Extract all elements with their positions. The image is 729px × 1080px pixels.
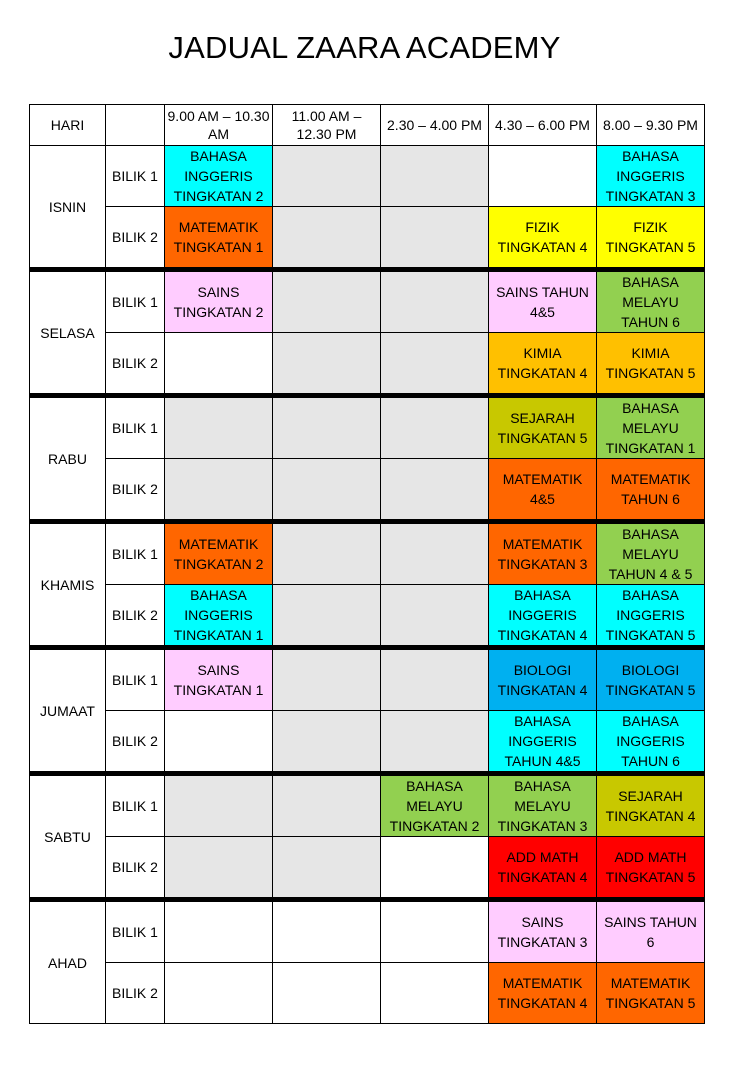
class-cell: BAHASA MELAYU TAHUN 4 & 5 bbox=[597, 522, 705, 585]
class-cell: BAHASA INGGERIS TINGKATAN 2 bbox=[165, 146, 273, 207]
class-cell: BAHASA MELAYU TINGKATAN 3 bbox=[489, 774, 597, 837]
empty-cell bbox=[273, 585, 381, 648]
timetable-row bbox=[30, 333, 705, 396]
empty-cell bbox=[273, 711, 381, 774]
room-label: BILIK 2 bbox=[106, 459, 165, 522]
class-cell: SAINS TAHUN 4&5 bbox=[489, 270, 597, 333]
empty-cell bbox=[165, 963, 273, 1024]
empty-cell bbox=[381, 459, 489, 522]
day-label: KHAMIS bbox=[30, 522, 106, 648]
empty-cell bbox=[381, 585, 489, 648]
empty-cell bbox=[381, 648, 489, 711]
empty-cell bbox=[273, 270, 381, 333]
class-cell: SEJARAH TINGKATAN 5 bbox=[489, 396, 597, 459]
timetable-row bbox=[30, 837, 705, 900]
room-label: BILIK 1 bbox=[106, 648, 165, 711]
header-slot-2: 11.00 AM – 12.30 PM bbox=[273, 105, 381, 146]
empty-cell bbox=[381, 270, 489, 333]
class-cell: SEJARAH TINGKATAN 4 bbox=[597, 774, 705, 837]
empty-cell bbox=[273, 774, 381, 837]
empty-cell bbox=[381, 963, 489, 1024]
empty-cell bbox=[273, 333, 381, 396]
class-cell: MATEMATIK TAHUN 6 bbox=[597, 459, 705, 522]
room-label: BILIK 2 bbox=[106, 963, 165, 1024]
timetable-row bbox=[30, 522, 705, 585]
class-cell: BAHASA MELAYU TINGKATAN 2 bbox=[381, 774, 489, 837]
empty-cell bbox=[273, 459, 381, 522]
class-cell: MATEMATIK TINGKATAN 2 bbox=[165, 522, 273, 585]
timetable-row bbox=[30, 270, 705, 333]
timetable-body bbox=[30, 146, 705, 1024]
class-cell: BAHASA INGGERIS TINGKATAN 5 bbox=[597, 585, 705, 648]
empty-cell bbox=[273, 396, 381, 459]
empty-cell bbox=[381, 146, 489, 207]
timetable-row bbox=[30, 711, 705, 774]
timetable bbox=[29, 104, 705, 1024]
day-label: AHAD bbox=[30, 900, 106, 1024]
class-cell: FIZIK TINGKATAN 4 bbox=[489, 207, 597, 270]
class-cell: SAINS TINGKATAN 3 bbox=[489, 900, 597, 963]
header-room bbox=[106, 105, 165, 146]
timetable-row bbox=[30, 146, 705, 207]
room-label: BILIK 2 bbox=[106, 207, 165, 270]
room-label: BILIK 1 bbox=[106, 522, 165, 585]
class-cell: BAHASA INGGERIS TINGKATAN 3 bbox=[597, 146, 705, 207]
room-label: BILIK 1 bbox=[106, 774, 165, 837]
class-cell: SAINS TINGKATAN 2 bbox=[165, 270, 273, 333]
empty-cell bbox=[165, 459, 273, 522]
room-label: BILIK 2 bbox=[106, 333, 165, 396]
empty-cell bbox=[381, 207, 489, 270]
empty-cell bbox=[381, 333, 489, 396]
class-cell: BAHASA INGGERIS TINGKATAN 4 bbox=[489, 585, 597, 648]
class-cell: ADD MATH TINGKATAN 4 bbox=[489, 837, 597, 900]
timetable-row bbox=[30, 459, 705, 522]
empty-cell bbox=[273, 963, 381, 1024]
timetable-row bbox=[30, 963, 705, 1024]
empty-cell bbox=[381, 711, 489, 774]
class-cell: ADD MATH TINGKATAN 5 bbox=[597, 837, 705, 900]
class-cell: FIZIK TINGKATAN 5 bbox=[597, 207, 705, 270]
class-cell: SAINS TAHUN 6 bbox=[597, 900, 705, 963]
empty-cell bbox=[489, 146, 597, 207]
timetable-row bbox=[30, 648, 705, 711]
room-label: BILIK 2 bbox=[106, 711, 165, 774]
timetable-row bbox=[30, 585, 705, 648]
room-label: BILIK 2 bbox=[106, 837, 165, 900]
class-cell: MATEMATIK TINGKATAN 3 bbox=[489, 522, 597, 585]
class-cell: KIMIA TINGKATAN 4 bbox=[489, 333, 597, 396]
page-title: JADUAL ZAARA ACADEMY bbox=[168, 30, 561, 65]
empty-cell bbox=[381, 396, 489, 459]
class-cell: BAHASA MELAYU TINGKATAN 1 bbox=[597, 396, 705, 459]
class-cell: MATEMATIK 4&5 bbox=[489, 459, 597, 522]
empty-cell bbox=[273, 522, 381, 585]
timetable-row bbox=[30, 207, 705, 270]
room-label: BILIK 1 bbox=[106, 270, 165, 333]
class-cell: MATEMATIK TINGKATAN 5 bbox=[597, 963, 705, 1024]
empty-cell bbox=[273, 207, 381, 270]
class-cell: MATEMATIK TINGKATAN 4 bbox=[489, 963, 597, 1024]
class-cell: BAHASA INGGERIS TAHUN 4&5 bbox=[489, 711, 597, 774]
empty-cell bbox=[381, 522, 489, 585]
class-cell: SAINS TINGKATAN 1 bbox=[165, 648, 273, 711]
header-slot-3: 2.30 – 4.00 PM bbox=[381, 105, 489, 146]
header-slot-4: 4.30 – 6.00 PM bbox=[489, 105, 597, 146]
header-hari: HARI bbox=[30, 105, 106, 146]
day-label: ISNIN bbox=[30, 146, 106, 270]
empty-cell bbox=[273, 146, 381, 207]
day-label: SELASA bbox=[30, 270, 106, 396]
class-cell: KIMIA TINGKATAN 5 bbox=[597, 333, 705, 396]
empty-cell bbox=[165, 837, 273, 900]
class-cell: BIOLOGI TINGKATAN 4 bbox=[489, 648, 597, 711]
header-slot-5: 8.00 – 9.30 PM bbox=[597, 105, 705, 146]
class-cell: BAHASA INGGERIS TAHUN 6 bbox=[597, 711, 705, 774]
day-label: SABTU bbox=[30, 774, 106, 900]
class-cell: BAHASA INGGERIS TINGKATAN 1 bbox=[165, 585, 273, 648]
empty-cell bbox=[165, 396, 273, 459]
room-label: BILIK 2 bbox=[106, 585, 165, 648]
header-slot-1: 9.00 AM – 10.30 AM bbox=[165, 105, 273, 146]
timetable-row bbox=[30, 900, 705, 963]
empty-cell bbox=[165, 711, 273, 774]
empty-cell bbox=[273, 837, 381, 900]
timetable-row bbox=[30, 774, 705, 837]
class-cell: BIOLOGI TINGKATAN 5 bbox=[597, 648, 705, 711]
empty-cell bbox=[165, 900, 273, 963]
empty-cell bbox=[273, 648, 381, 711]
class-cell: BAHASA MELAYU TAHUN 6 bbox=[597, 270, 705, 333]
empty-cell bbox=[273, 900, 381, 963]
timetable-row bbox=[30, 396, 705, 459]
room-label: BILIK 1 bbox=[106, 396, 165, 459]
empty-cell bbox=[165, 774, 273, 837]
empty-cell bbox=[165, 333, 273, 396]
header-row bbox=[30, 105, 705, 146]
room-label: BILIK 1 bbox=[106, 900, 165, 963]
class-cell: MATEMATIK TINGKATAN 1 bbox=[165, 207, 273, 270]
empty-cell bbox=[381, 900, 489, 963]
empty-cell bbox=[381, 837, 489, 900]
room-label: BILIK 1 bbox=[106, 146, 165, 207]
day-label: JUMAAT bbox=[30, 648, 106, 774]
day-label: RABU bbox=[30, 396, 106, 522]
